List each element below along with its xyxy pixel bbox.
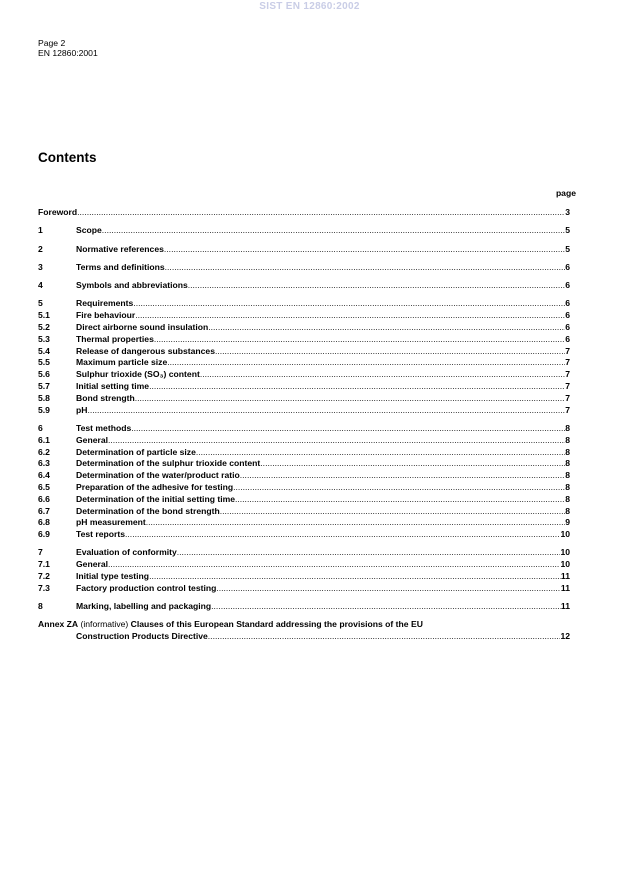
toc-entry[interactable] bbox=[38, 423, 570, 435]
document-id: EN 12860:2001 bbox=[38, 48, 98, 58]
toc-entry-label: Release of dangerous substances bbox=[76, 345, 215, 356]
toc-entry[interactable] bbox=[38, 244, 570, 256]
toc-entry-page: 8 bbox=[565, 481, 570, 492]
toc-entry-label: General bbox=[76, 434, 109, 445]
toc-entry-page: 8 bbox=[565, 446, 570, 457]
toc-entry-page: 11 bbox=[560, 582, 570, 593]
toc-entry-number: 7 bbox=[38, 547, 43, 558]
toc-entry[interactable] bbox=[38, 298, 570, 310]
toc-entry-label: General bbox=[76, 559, 109, 570]
toc-entry-number: 5.4 bbox=[38, 345, 50, 356]
toc-entry[interactable] bbox=[38, 334, 570, 346]
toc-entry-label: Direct airborne sound insulation bbox=[76, 322, 209, 333]
toc-entry-number: 6.5 bbox=[38, 481, 50, 492]
toc-entry-number: 2 bbox=[38, 243, 43, 254]
toc-entry-page: 11 bbox=[560, 601, 570, 612]
watermark: SIST EN 12860:2002 bbox=[259, 1, 360, 12]
toc-entry-number: 5.8 bbox=[38, 392, 50, 403]
toc-entry-number: 7.1 bbox=[38, 559, 50, 570]
toc-entry-number: 6.3 bbox=[38, 458, 50, 469]
toc-entry[interactable] bbox=[38, 601, 570, 613]
toc-entry-page: 8 bbox=[565, 422, 570, 433]
dot-leader bbox=[146, 517, 565, 529]
toc-entry-label: Symbols and abbreviations bbox=[76, 280, 188, 291]
toc-entry[interactable] bbox=[38, 517, 570, 529]
toc-entry-page: 5 bbox=[565, 225, 570, 236]
toc-entry-label: Thermal properties bbox=[76, 333, 154, 344]
dot-leader bbox=[87, 405, 565, 417]
toc-entry-page: 6 bbox=[565, 298, 570, 309]
toc-entry-page: 7 bbox=[565, 357, 570, 368]
annex-title: Clauses of this European Standard addressing the provisions of the EU bbox=[130, 619, 423, 630]
toc-entry-page: 7 bbox=[565, 404, 570, 415]
annex-title-line1 bbox=[38, 619, 570, 631]
toc-entry-page: 6 bbox=[565, 280, 570, 291]
toc-entry[interactable] bbox=[38, 435, 570, 447]
toc-entry[interactable] bbox=[38, 393, 570, 405]
toc-entry[interactable] bbox=[38, 357, 570, 369]
toc-entry[interactable] bbox=[38, 262, 570, 274]
toc-entry-label: Requirements bbox=[76, 298, 134, 309]
toc-entry-number: 5.1 bbox=[38, 310, 50, 321]
dot-leader bbox=[208, 322, 565, 334]
toc-entry-number: 6.8 bbox=[38, 517, 50, 528]
toc-entry[interactable] bbox=[38, 346, 570, 358]
dot-leader bbox=[149, 381, 565, 393]
toc-entry-number: 6.2 bbox=[38, 446, 50, 457]
dot-leader bbox=[215, 346, 565, 358]
toc-entry[interactable] bbox=[38, 583, 570, 595]
dot-leader bbox=[133, 298, 565, 310]
dot-leader bbox=[102, 225, 565, 237]
dot-leader bbox=[200, 369, 565, 381]
toc-entry-number: 5 bbox=[38, 298, 43, 309]
page-title: Contents bbox=[38, 150, 97, 165]
toc-entry-label: Initial type testing bbox=[76, 571, 150, 582]
dot-leader bbox=[125, 529, 560, 541]
dot-leader bbox=[165, 262, 566, 274]
toc-entry-label: Normative references bbox=[76, 243, 164, 254]
toc-entry-label: Preparation of the adhesive for testing bbox=[76, 481, 234, 492]
toc-entry-number: 6.7 bbox=[38, 505, 50, 516]
toc-entry-number: 7.2 bbox=[38, 571, 50, 582]
page-column-label: page bbox=[555, 188, 576, 198]
dot-leader bbox=[196, 447, 565, 459]
toc-entry-page: 6 bbox=[565, 322, 570, 333]
dot-leader bbox=[108, 435, 565, 447]
dot-leader bbox=[77, 207, 565, 219]
toc-entry-number: 7.3 bbox=[38, 582, 50, 593]
toc-entry-number: 5.2 bbox=[38, 322, 50, 333]
toc-entry-label: Determination of the initial setting time bbox=[76, 493, 235, 504]
dot-leader bbox=[177, 547, 561, 559]
toc-entry[interactable] bbox=[38, 470, 570, 482]
toc-entry-number: 1 bbox=[38, 225, 43, 236]
dot-leader bbox=[167, 357, 565, 369]
toc-entry-foreword[interactable] bbox=[38, 207, 570, 219]
toc-entry-page: 7 bbox=[565, 369, 570, 380]
annex-title-line2 bbox=[38, 631, 570, 643]
toc-entry-page: 10 bbox=[560, 529, 570, 540]
dot-leader bbox=[240, 470, 565, 482]
toc-entry[interactable] bbox=[38, 506, 570, 518]
page-label: Page 2 bbox=[38, 38, 66, 48]
toc-entry-number: 8 bbox=[38, 601, 43, 612]
dot-leader bbox=[164, 244, 565, 256]
dot-leader bbox=[216, 583, 561, 595]
toc-entry-label: Determination of the bond strength bbox=[76, 505, 220, 516]
dot-leader bbox=[135, 310, 565, 322]
toc-entry-page: 7 bbox=[565, 381, 570, 392]
toc-entry-page: 11 bbox=[560, 571, 570, 582]
toc-entry-label: Factory production control testing bbox=[76, 582, 217, 593]
toc-entry-page: 6 bbox=[565, 333, 570, 344]
toc-entry-label: Scope bbox=[76, 225, 102, 236]
annex-qualifier: (informative) bbox=[80, 619, 129, 630]
toc-entry[interactable] bbox=[38, 280, 570, 292]
toc-entry-page: 3 bbox=[565, 207, 570, 217]
toc-entry-number: 5.9 bbox=[38, 404, 50, 415]
toc-entry[interactable] bbox=[38, 381, 570, 393]
toc-entry-label: Determination of the water/product ratio bbox=[76, 470, 240, 481]
toc-entry-number: 6 bbox=[38, 422, 43, 433]
toc-entry-number: 3 bbox=[38, 261, 43, 272]
toc-entry-label: Fire behaviour bbox=[76, 310, 136, 321]
toc-entry-number: 5.6 bbox=[38, 369, 50, 380]
dot-leader bbox=[235, 494, 565, 506]
dot-leader bbox=[154, 334, 565, 346]
toc-entry-page: 6 bbox=[565, 261, 570, 272]
dot-leader bbox=[220, 506, 566, 518]
dot-leader bbox=[108, 559, 560, 571]
toc-entry-label: Test reports bbox=[76, 529, 126, 540]
dot-leader bbox=[149, 571, 561, 583]
toc-entry[interactable] bbox=[38, 494, 570, 506]
dot-leader bbox=[131, 423, 565, 435]
toc-entry-page: 12 bbox=[560, 631, 570, 642]
toc-entry-page: 7 bbox=[565, 392, 570, 403]
toc-entry-label: Terms and definitions bbox=[76, 261, 165, 272]
toc-entry-label: Evaluation of conformity bbox=[76, 547, 177, 558]
toc-entry[interactable] bbox=[38, 571, 570, 583]
toc-entry-page: 5 bbox=[565, 243, 570, 254]
toc-entry[interactable] bbox=[38, 559, 570, 571]
toc-entry[interactable] bbox=[38, 482, 570, 494]
table-of-contents bbox=[38, 207, 570, 643]
toc-entry-page: 8 bbox=[565, 493, 570, 504]
dot-leader bbox=[135, 393, 566, 405]
toc-entry-label: pH measurement bbox=[76, 517, 146, 528]
toc-entry-number: 5.5 bbox=[38, 357, 50, 368]
toc-entry-page: 10 bbox=[560, 559, 570, 570]
toc-entry-page: 7 bbox=[565, 345, 570, 356]
page-header bbox=[38, 38, 98, 58]
toc-entry-page: 8 bbox=[565, 434, 570, 445]
annex-prefix: Annex ZA bbox=[38, 619, 79, 630]
toc-entry-page: 8 bbox=[565, 470, 570, 481]
toc-entry[interactable] bbox=[38, 322, 570, 334]
toc-entry-annex-za[interactable] bbox=[38, 619, 570, 643]
toc-entry-label: Bond strength bbox=[76, 392, 135, 403]
toc-entry[interactable] bbox=[38, 447, 570, 459]
toc-entry[interactable] bbox=[38, 405, 570, 417]
toc-entry-label: Determination of the sulphur trioxide content bbox=[76, 458, 261, 469]
toc-entry-page: 6 bbox=[565, 310, 570, 321]
toc-entry[interactable] bbox=[38, 310, 570, 322]
toc-entry[interactable] bbox=[38, 547, 570, 559]
toc-entry-number: 5.7 bbox=[38, 381, 50, 392]
toc-entry[interactable] bbox=[38, 225, 570, 237]
toc-entry-page: 8 bbox=[565, 458, 570, 469]
toc-entry-page: 9 bbox=[565, 517, 570, 528]
toc-entry-label: Test methods bbox=[76, 422, 132, 433]
dot-leader bbox=[211, 601, 561, 613]
toc-entry-number: 4 bbox=[38, 280, 43, 291]
toc-entry-label: pH bbox=[76, 404, 88, 415]
toc-entry-number: 6.1 bbox=[38, 434, 50, 445]
annex-title-continued: Construction Products Directive bbox=[76, 631, 208, 642]
dot-leader bbox=[188, 280, 565, 292]
toc-entry[interactable] bbox=[38, 458, 570, 470]
toc-entry-number: 5.3 bbox=[38, 333, 50, 344]
toc-entry-label: Foreword bbox=[38, 207, 78, 217]
dot-leader bbox=[208, 631, 561, 643]
toc-entry-label: Marking, labelling and packaging bbox=[76, 601, 212, 612]
toc-entry-label: Maximum particle size bbox=[76, 357, 168, 368]
toc-entry-page: 10 bbox=[560, 547, 570, 558]
toc-entry-label: Determination of particle size bbox=[76, 446, 196, 457]
toc-entry-page: 8 bbox=[565, 505, 570, 516]
dot-leader bbox=[260, 458, 565, 470]
toc-entry-number: 6.9 bbox=[38, 529, 50, 540]
dot-leader bbox=[233, 482, 565, 494]
toc-entry[interactable] bbox=[38, 529, 570, 541]
toc-entry-label: Initial setting time bbox=[76, 381, 150, 392]
toc-entry[interactable] bbox=[38, 369, 570, 381]
toc-entry-number: 6.6 bbox=[38, 493, 50, 504]
toc-entry-number: 6.4 bbox=[38, 470, 50, 481]
toc-entry-label: Sulphur trioxide (SO₃) content bbox=[76, 369, 200, 380]
